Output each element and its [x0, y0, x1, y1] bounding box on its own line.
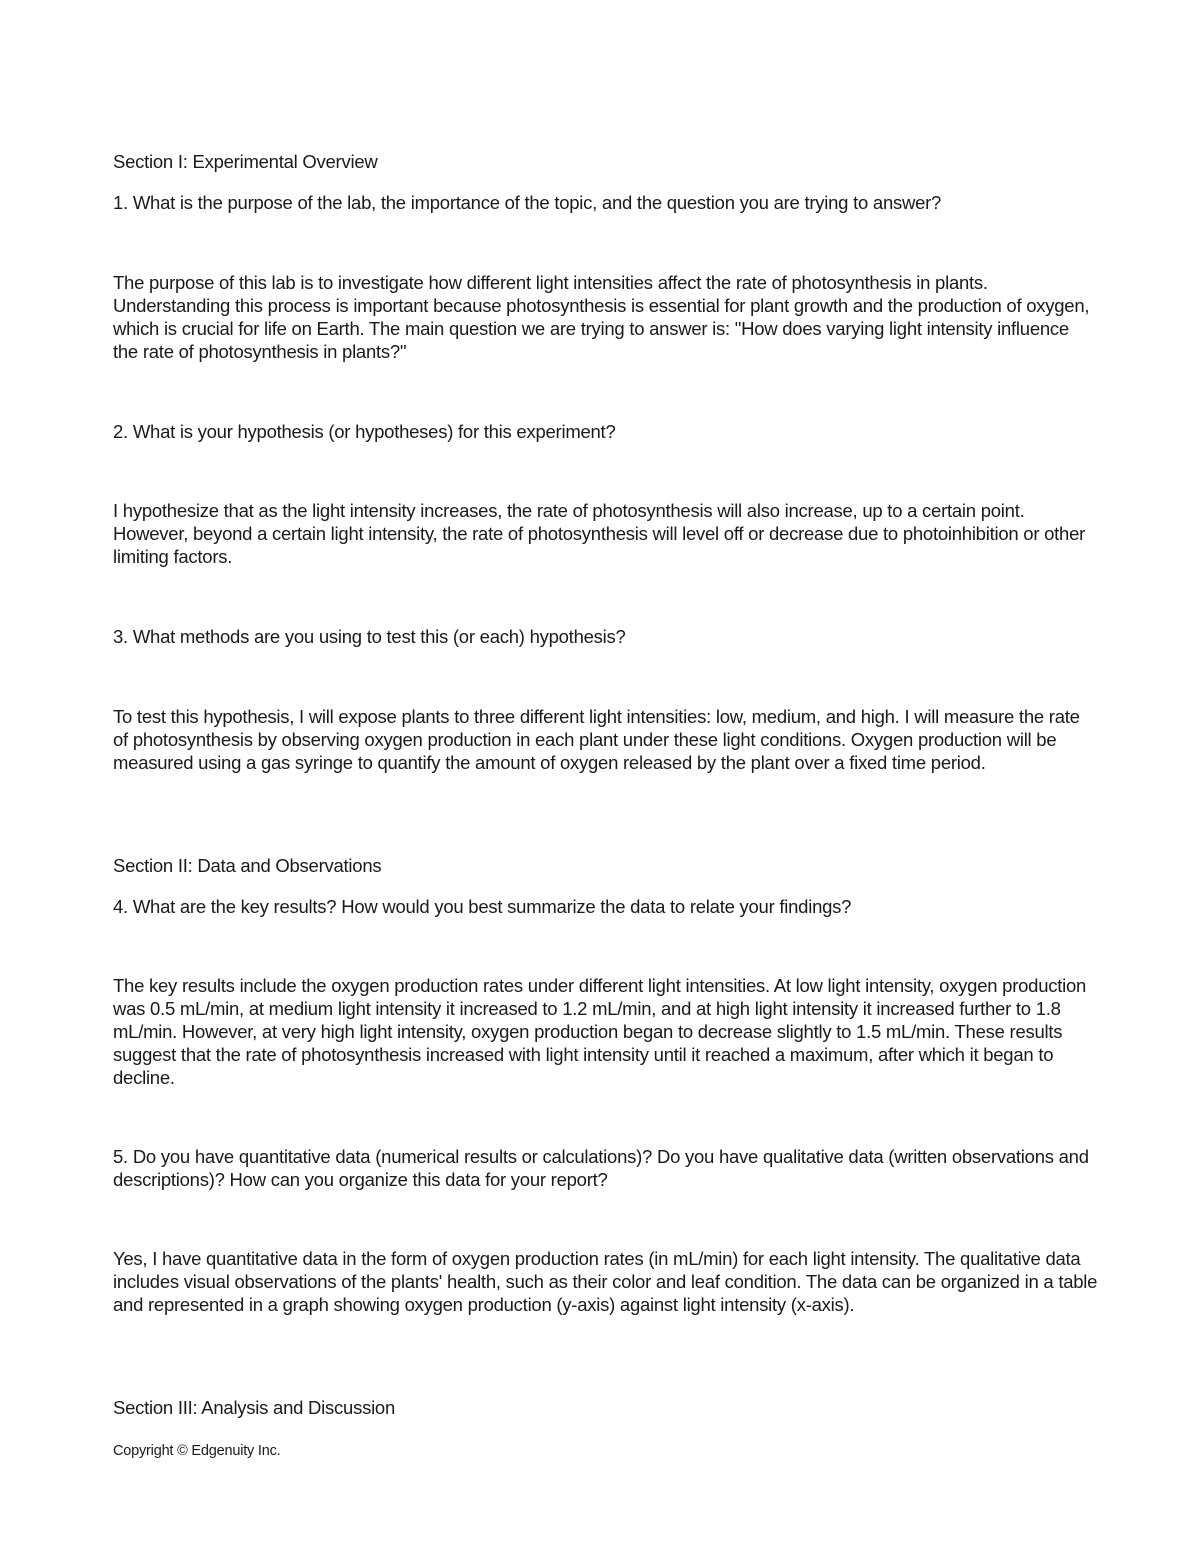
answer-5: Yes, I have quantitative data in the form of oxygen production rates (in mL/min) for each light intensity. The qualitative data includes visual observations of the plants' health, such as their color and leaf condition. The data can be organized in a table and represented in a graph showing oxygen production (y-axis) against light intensity (x-axis).: [113, 1248, 1098, 1315]
section-3-heading: Section III: Analysis and Discussion: [113, 1397, 396, 1418]
answer-4: The key results include the oxygen production rates under different light intensities. At low light intensity, oxygen production was 0.5 mL/min, at medium light intensity it increased to 1.2 mL/min, and at high light intensity it increased further to 1.8 mL/min. However, at very high light intensity, oxygen production began to decrease slightly to 1.5 mL/min. These results suggest that the rate of photosynthesis increased with light intensity until it reached a maximum, after which it began to decline.: [113, 975, 1087, 1088]
section-2-heading: Section II: Data and Observations: [113, 855, 382, 876]
question-4: 4. What are the key results? How would you best summarize the data to relate your findings?: [113, 896, 852, 917]
copyright-footer: Copyright © Edgenuity Inc.: [113, 1443, 281, 1459]
question-1: 1. What is the purpose of the lab, the importance of the topic, and the question you are trying to answer?: [113, 192, 942, 213]
answer-3: To test this hypothesis, I will expose plants to three different light intensities: low, medium, and high. I will measure the rate of photosynthesis by observing oxygen production in each plant under these light conditions. Oxygen production will be measured using a gas syringe to quantify the amount of oxygen released by the plant over a fixed time period.: [113, 706, 1080, 773]
question-5: 5. Do you have quantitative data (numerical results or calculations)? Do you have qualitative data (written observations and descriptions)? How can you organize this data for your report?: [113, 1146, 1089, 1190]
question-3: 3. What methods are you using to test this (or each) hypothesis?: [113, 626, 626, 647]
answer-1: The purpose of this lab is to investigate how different light intensities affect the rate of photosynthesis in plants. Understanding this process is important because photosynthesis is essential for plant growth and the production of oxygen, which is crucial for life on Earth. The main question we are trying to answer is: "How does varying light intensity influence the rate of photosynthesis in plants?": [113, 272, 1090, 362]
section-1-heading: Section I: Experimental Overview: [113, 151, 378, 172]
answer-2: I hypothesize that as the light intensity increases, the rate of photosynthesis will also increase, up to a certain point. However, beyond a certain light intensity, the rate of photosynthesis will level off or decrease due to photoinhibition or other limiting factors.: [113, 500, 1086, 567]
question-2: 2. What is your hypothesis (or hypotheses) for this experiment?: [113, 421, 616, 442]
